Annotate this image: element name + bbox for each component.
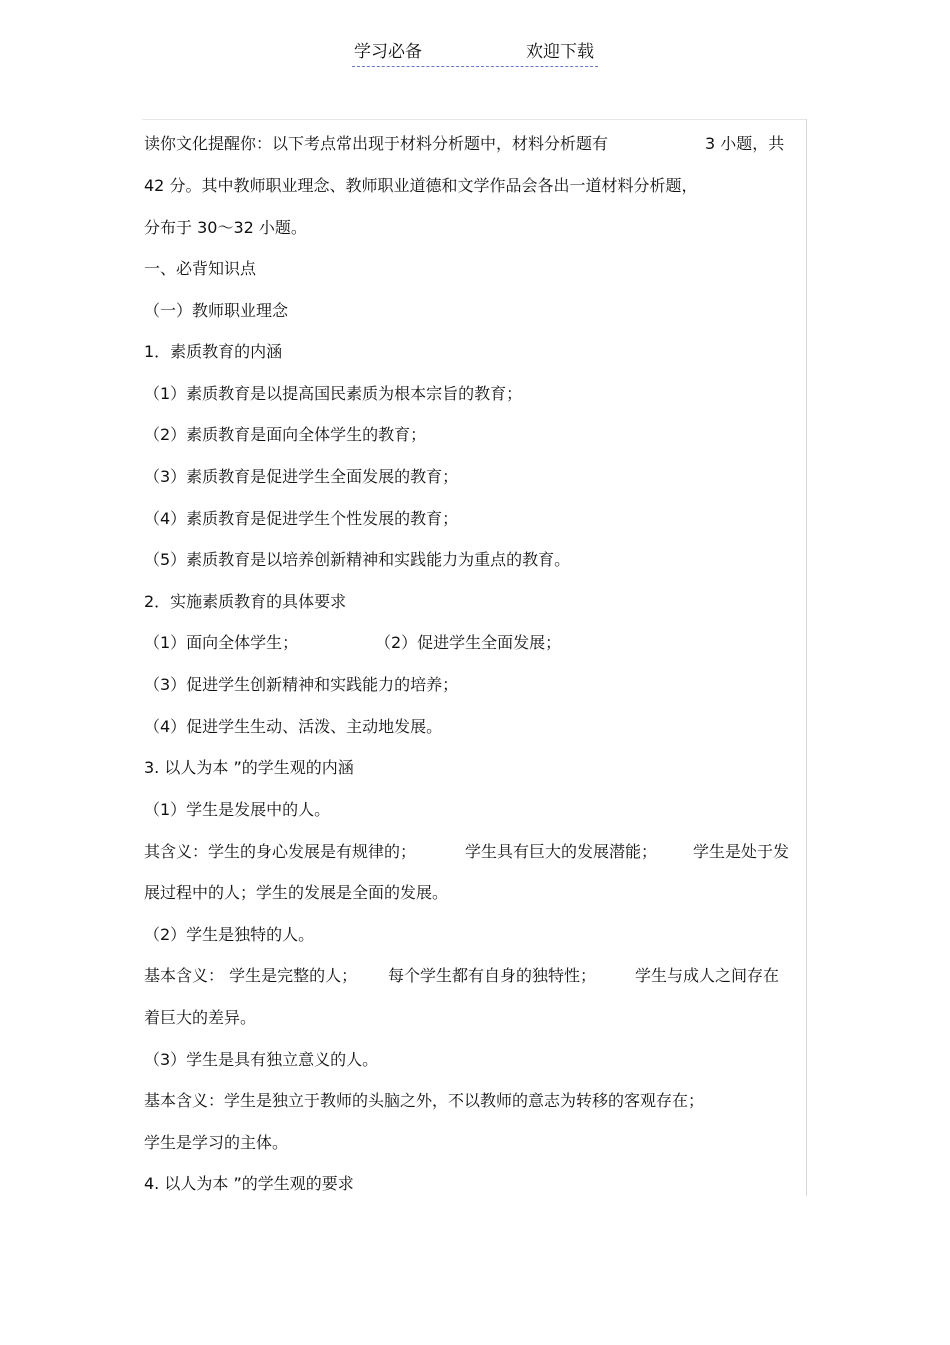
- item-1-point-3: （3）素质教育是促进学生全面发展的教育；: [144, 467, 459, 486]
- section-heading: 一、必背知识点: [144, 259, 257, 278]
- item-2-point-1: （1）面向全体学生；: [144, 633, 299, 652]
- item-3-point-2-desc-line-2: 着巨大的差异。: [144, 1008, 257, 1027]
- item-3-point-1-desc-line-2: 展过程中的人；学生的发展是全面的发展。: [144, 883, 449, 902]
- item-3-point-2: （2）学生是独特的人。: [144, 925, 315, 944]
- item-4-title: 4. 以人为本 ”的学生观的要求: [144, 1174, 354, 1193]
- subsection-heading: （一）教师职业理念: [144, 301, 289, 320]
- item-3-point-2-desc-part-c: 学生与成人之间存在: [635, 966, 780, 985]
- item-3-point-3-desc-line-2: 学生是学习的主体。: [144, 1133, 289, 1152]
- header-left-text: 学习必备: [354, 42, 422, 62]
- intro-line-2: 42 分。其中教师职业理念、教师职业道德和文学作品会各出一道材料分析题，: [144, 176, 698, 195]
- item-3-point-1-desc-part-a: 其含义：学生的身心发展是有规律的；: [144, 842, 417, 861]
- item-3-point-2-desc-part-b: 每个学生都有自身的独特性；: [388, 966, 597, 985]
- item-3-point-1-desc-part-c: 学生是处于发: [693, 842, 790, 861]
- item-1-title: 1．素质教育的内涵: [144, 342, 283, 361]
- item-3-point-3: （3）学生是具有独立意义的人。: [144, 1050, 379, 1069]
- intro-line-3: 分布于 30～32 小题。: [144, 218, 307, 237]
- item-2-point-4: （4）促进学生生动、活泼、主动地发展。: [144, 717, 443, 736]
- item-1-point-4: （4）素质教育是促进学生个性发展的教育；: [144, 509, 459, 528]
- item-1-point-1: （1）素质教育是以提高国民素质为根本宗旨的教育；: [144, 384, 523, 403]
- item-3-point-1: （1）学生是发展中的人。: [144, 800, 331, 819]
- frame-right-border: [806, 119, 807, 1196]
- page-header: [352, 40, 598, 67]
- item-2-point-2: （2）促进学生全面发展；: [375, 633, 562, 652]
- item-3-point-2-desc-part-a: 基本含义： 学生是完整的人；: [144, 966, 358, 985]
- intro-line-1-text: 读你文化提醒你：以下考点常出现于材料分析题中，材料分析题有: [144, 134, 609, 153]
- item-3-point-1-desc-part-b: 学生具有巨大的发展潜能；: [465, 842, 658, 861]
- item-2-point-3: （3）促进学生创新精神和实践能力的培养；: [144, 675, 459, 694]
- item-3-title: 3. 以人为本 ”的学生观的内涵: [144, 758, 354, 777]
- item-1-point-2: （2）素质教育是面向全体学生的教育；: [144, 425, 427, 444]
- frame-top-border: [142, 119, 807, 120]
- item-1-point-5: （5）素质教育是以培养创新精神和实践能力为重点的教育。: [144, 550, 571, 569]
- item-2-title: 2．实施素质教育的具体要求: [144, 592, 347, 611]
- header-right-text: 欢迎下载: [526, 42, 594, 62]
- item-3-point-3-desc-line-1: 基本含义：学生是独立于教师的头脑之外，不以教师的意志为转移的客观存在；: [144, 1091, 705, 1110]
- intro-line-1-end: 3 小题，共: [705, 134, 785, 153]
